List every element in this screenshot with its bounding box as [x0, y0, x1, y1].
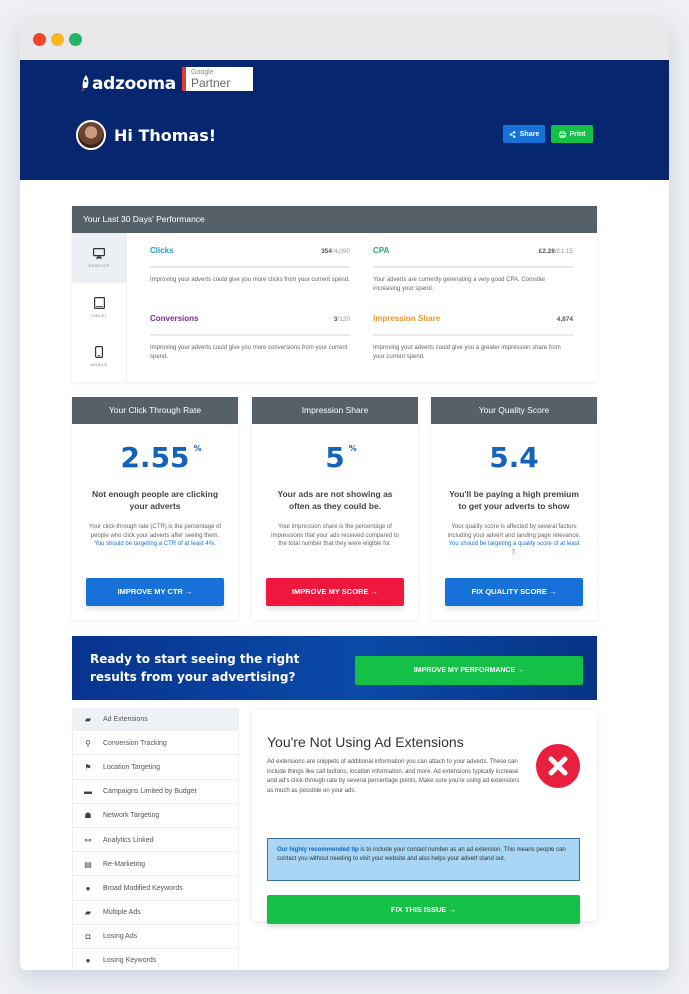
error-x-icon — [536, 744, 580, 788]
mobile-icon — [95, 346, 103, 358]
metric-impression-share — [373, 314, 573, 361]
metric-progress-bar — [373, 334, 573, 336]
greeting — [76, 120, 216, 150]
check-label: Losing Ads — [103, 933, 138, 941]
map-pin-icon: ⚑ — [84, 762, 92, 772]
improve-ctr-button[interactable]: IMPROVE MY CTR → — [86, 578, 224, 606]
device-tab-mobile[interactable] — [72, 332, 126, 382]
card-target-link[interactable]: You should be targeting a CTR of at least 4%. — [94, 541, 216, 547]
share-icon — [509, 131, 516, 138]
share-label: Share — [519, 130, 540, 138]
metric-description: Improving your adverts could give you a greater impression share from your current spend. — [373, 345, 561, 360]
metric-value: 354/4,090 — [321, 248, 350, 255]
metric-conversions — [150, 314, 350, 361]
card-value: 5.4 — [489, 441, 539, 474]
card-description: Your quality score is affected by several factors including your advert and landing page relevance. You should be targeting a quality score of at least 7. — [447, 524, 581, 556]
check-label: Losing Keywords — [103, 957, 157, 965]
check-label: Broad Modified Keywords — [103, 884, 183, 892]
metric-name: Clicks — [150, 246, 174, 255]
adzooma-logo[interactable] — [80, 72, 176, 96]
card-description: Your click-through rate (CTR) is the percentage of people who click your adverts after seeing them. You should be targeting a CTR of at least 4%. — [88, 524, 222, 547]
checks-list — [72, 708, 239, 970]
metric-name: CPA — [373, 246, 390, 255]
greeting-text: Hi Thomas! — [114, 125, 217, 145]
metric-description: Improving your adverts could give you more conversions from your current spend. — [150, 345, 348, 360]
card-title: Your ads are not showing as often as they could be. — [277, 489, 393, 511]
issue-description: Ad extensions are snippets of additional information you can attach to your adverts. These can include things like call buttons, location information, and more. Ad extensions typically increase and ad's click-through rate by several percentage points. Make sure you're using ad extensions as much as possible on your ads. — [267, 759, 520, 794]
cta-text: Ready to start seeing the right results from your advertising? — [90, 652, 300, 684]
check-item-losing-ads[interactable] — [72, 926, 239, 949]
check-item-broad-modified-keywords[interactable] — [72, 877, 239, 900]
comment-icon: ● — [85, 956, 91, 966]
check-label: Location Targeting — [103, 763, 161, 771]
metric-description: Your adverts are currently generating a very good CPA. Consider increasing your spend. — [373, 277, 546, 292]
metric-name: Conversions — [150, 314, 199, 323]
google-partner-badge — [182, 67, 253, 91]
metric-name: Impression Share — [373, 314, 441, 323]
device-label: TABLET — [90, 312, 108, 318]
print-label: Print — [569, 130, 586, 138]
copy-icon: ▰ — [84, 908, 92, 918]
check-label: Network Targeting — [103, 812, 160, 820]
device-tab-desktop[interactable] — [72, 233, 126, 283]
card-click-through-rate — [72, 397, 238, 620]
device-tab-tablet[interactable] — [72, 283, 126, 333]
check-item-conversion-tracking[interactable] — [72, 732, 239, 755]
desktop-icon — [93, 248, 105, 259]
metric-progress-bar — [150, 334, 350, 336]
comment-icon: ● — [85, 883, 91, 893]
metric-clicks — [150, 246, 350, 285]
cta-banner — [72, 636, 597, 700]
fix-this-issue-button[interactable]: FIX THIS ISSUE → — [267, 895, 580, 924]
check-item-re-marketing[interactable] — [72, 853, 239, 876]
maximize-window-button[interactable] — [69, 33, 82, 46]
check-label: Re-Marketing — [103, 860, 146, 868]
money-icon: ▬ — [84, 787, 92, 797]
logo-text: adzooma — [92, 74, 176, 94]
check-label: Campaigns Limited by Budget — [103, 788, 197, 796]
partner-google-text: Google — [191, 69, 214, 76]
performance-title: Your Last 30 Days' Performance — [72, 206, 597, 233]
metric-value: £2.28/£1.15 — [538, 248, 573, 255]
card-description: Your impression share is the percentage of impressions that your ads received compared to the total number that they were eligible for. — [271, 524, 399, 547]
card-value: 2.55 % — [120, 441, 202, 474]
metric-value: 4,874 — [556, 316, 573, 323]
improve-score-button[interactable]: IMPROVE MY SCORE → — [266, 578, 404, 606]
square-icon: ◘ — [85, 932, 91, 942]
check-item-network-targeting[interactable] — [72, 805, 239, 828]
issue-detail-panel — [252, 710, 597, 921]
browser-window — [20, 18, 669, 970]
check-label: Multiple Ads — [103, 909, 141, 917]
recommended-tip — [267, 838, 580, 881]
metric-description: Improving your adverts could give you more clicks from your current spend. — [150, 277, 350, 283]
close-window-button[interactable] — [33, 33, 46, 46]
device-tabs — [72, 233, 127, 382]
performance-panel — [72, 206, 597, 382]
card-title: Not enough people are clicking your adverts — [91, 489, 219, 511]
metric-value: 3/120 — [333, 316, 350, 323]
card-title: You'll be paying a high premium to get your adverts to show — [449, 489, 579, 511]
metric-progress-bar — [150, 266, 350, 268]
tip-text: is to include your contact number as an ad extension. This means people can contact you without needing to visit your website and also helps your advert stand out. — [277, 847, 566, 862]
check-item-ad-extensions[interactable] — [72, 708, 239, 731]
check-label: Analytics Linked — [103, 836, 154, 844]
tip-highlight: Our highly recommended tip — [277, 847, 359, 853]
print-button[interactable] — [551, 125, 593, 143]
check-item-campaigns-limited-by-budget[interactable] — [72, 781, 239, 804]
check-item-losing-keywords[interactable] — [72, 950, 239, 970]
partner-text: Partner — [191, 76, 231, 90]
fix-quality-score-button[interactable]: FIX QUALITY SCORE → — [445, 578, 583, 606]
card-header: Your Quality Score — [431, 397, 597, 424]
metric-progress-bar — [373, 266, 573, 268]
device-label: DESKTOP — [88, 262, 110, 268]
check-item-multiple-ads[interactable] — [72, 902, 239, 925]
avatar — [76, 120, 106, 150]
metric-cpa — [373, 246, 573, 293]
share-button[interactable] — [503, 125, 545, 143]
check-item-analytics-linked[interactable] — [72, 829, 239, 852]
card-impression-share — [252, 397, 418, 620]
card-target-link[interactable]: You should be targeting a quality score of at least 7. — [448, 541, 580, 556]
card-header: Impression Share — [252, 397, 418, 424]
id-card-icon: ▤ — [84, 859, 92, 869]
improve-performance-button[interactable]: IMPROVE MY PERFORMANCE → — [355, 656, 583, 685]
header-banner — [20, 60, 669, 180]
title-bar — [20, 18, 669, 60]
minimize-window-button[interactable] — [51, 33, 64, 46]
search-icon: ⚲ — [85, 738, 91, 748]
check-item-location-targeting[interactable] — [72, 756, 239, 779]
print-icon — [559, 131, 566, 138]
card-value: 5 % — [325, 441, 357, 474]
check-label: Conversion Tracking — [103, 739, 167, 747]
issue-title: You're Not Using Ad Extensions — [267, 734, 464, 750]
card-quality-score — [431, 397, 597, 620]
check-label: Ad Extensions — [103, 715, 148, 723]
card-header: Your Click Through Rate — [72, 397, 238, 424]
ad-extensions-icon: ▰ — [84, 714, 92, 724]
users-icon: ☗ — [84, 811, 92, 821]
rocket-icon — [80, 75, 90, 93]
device-label: MOBILE — [90, 362, 108, 368]
link-icon: ⚯ — [84, 835, 92, 845]
tablet-icon — [94, 297, 105, 309]
